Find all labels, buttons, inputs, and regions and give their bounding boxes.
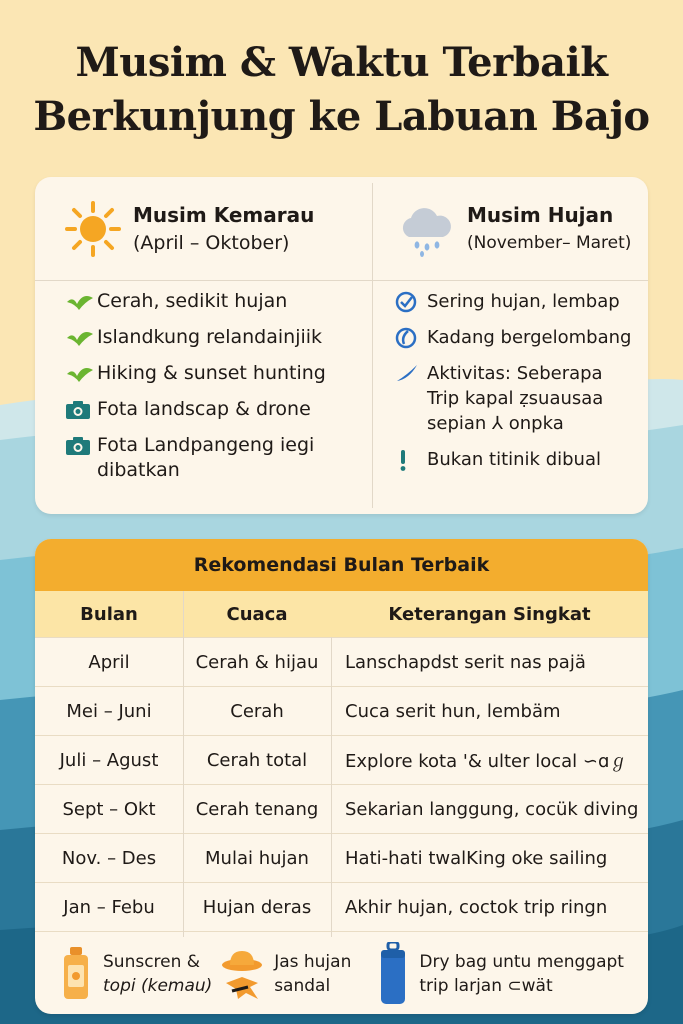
column-divider xyxy=(183,591,184,937)
recommendation-card xyxy=(35,539,648,1014)
seasons-card xyxy=(35,177,648,514)
rain-cloud-icon xyxy=(395,199,455,259)
dry-season-range: (April – Oktober) xyxy=(133,231,290,254)
wet-season-range: (November– Maret) xyxy=(467,232,632,253)
table-row: Nov. – Des Mulai hujan Hati-hati twalKing oke sailing xyxy=(35,834,648,883)
table-row: April Cerah & hijau Lanschapdst serit nas pajä xyxy=(35,638,648,687)
list-item: Sering hujan, lembap xyxy=(395,289,640,314)
dry-bag-icon xyxy=(379,942,407,1006)
boat-icon xyxy=(395,363,419,385)
recommendation-title: Rekomendasi Bulan Terbaik xyxy=(35,539,648,591)
hat-icon xyxy=(220,947,264,1001)
header-weather: Cuaca xyxy=(226,603,288,625)
list-item: Kadang bergelombang xyxy=(395,325,640,350)
camera-icon xyxy=(65,436,91,456)
check-icon xyxy=(65,364,95,384)
exclamation-icon xyxy=(395,448,411,472)
tip-sunscreen: Sunscren & topi (kemau) xyxy=(61,947,220,1001)
list-item: Bukan titinik dibual xyxy=(395,447,640,472)
sunscreen-icon xyxy=(61,947,91,1001)
title-line-1: Musim & Waktu Terbaik xyxy=(75,39,608,86)
wet-season-list xyxy=(395,289,640,483)
table-header xyxy=(35,591,648,638)
wet-season-name: Musim Hujan xyxy=(467,202,614,227)
page-title xyxy=(0,36,683,144)
column-divider xyxy=(331,637,332,937)
table-row: Jan – Febu Hujan deras Akhir hujan, coctok trip ringn xyxy=(35,883,648,932)
title-line-2: Berkunjung ke Labuan Bajo xyxy=(33,93,650,140)
table-row: Mei – Juni Cerah Cuca serit hun, lembäm xyxy=(35,687,648,736)
packing-tips xyxy=(35,934,648,1014)
dry-season-name: Musim Kemarau xyxy=(133,202,315,227)
dry-season-list xyxy=(65,289,365,494)
list-item: Fota Landpangeng iegi dibatkan xyxy=(65,433,365,483)
header-note: Keterangan Singkat xyxy=(388,603,591,625)
table-row: Sept – Okt Cerah tenang Sekarian langgung, cocük diving xyxy=(35,785,648,834)
seasons-divider-horizontal xyxy=(35,280,648,281)
table-row: Juli – Agust Cerah total Explore kota '& ulter local ∽ɑℊ xyxy=(35,736,648,785)
seasons-divider-vertical xyxy=(372,183,373,508)
sun-icon xyxy=(63,199,123,259)
header-month: Bulan xyxy=(80,603,138,625)
list-item: Hiking & sunset hunting xyxy=(65,361,365,386)
check-circle-icon xyxy=(395,291,417,313)
list-item: Cerah, sedikit hujan xyxy=(65,289,365,314)
camera-icon xyxy=(65,400,91,420)
list-item: Fota landscap & drone xyxy=(65,397,365,422)
check-icon xyxy=(65,292,95,312)
wave-icon xyxy=(395,327,417,349)
wet-season-header xyxy=(395,177,631,280)
list-item: Islandkung relandainjiik xyxy=(65,325,365,350)
check-icon xyxy=(65,328,95,348)
dry-season-header xyxy=(63,177,314,280)
tip-dry-bag: Dry bag untu menggapt trip larjan ⊂wät xyxy=(379,942,648,1006)
list-item: Aktivitas: Seberapa Trip kapal ẓsuausaa sepian ⅄ onpka xyxy=(395,361,640,436)
tip-hat: Jas hujan sandal xyxy=(220,947,379,1001)
